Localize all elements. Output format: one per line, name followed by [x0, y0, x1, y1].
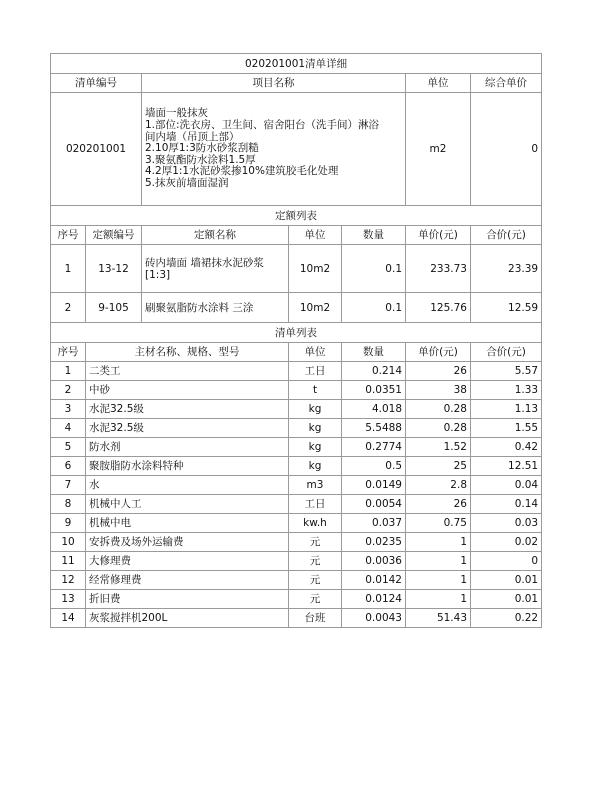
- list-total: 0.22: [471, 609, 542, 628]
- list-name: 经常修理费: [86, 571, 289, 590]
- list-qty: 0.2774: [342, 438, 406, 457]
- list-unit: m3: [289, 476, 342, 495]
- list-total: 0.04: [471, 476, 542, 495]
- quota-row: [51, 245, 542, 293]
- list-unit: t: [289, 381, 342, 400]
- list-row: [51, 438, 542, 457]
- desc-line: 墙面一般抹灰: [145, 107, 208, 120]
- list-header-total: 合价(元): [471, 343, 542, 362]
- quota-code: 9-105: [86, 293, 142, 323]
- list-total: 0.03: [471, 514, 542, 533]
- list-price: 0.75: [406, 514, 471, 533]
- list-qty: 0.0036: [342, 552, 406, 571]
- quota-unit: 10m2: [289, 293, 342, 323]
- list-no: 7: [51, 476, 86, 495]
- list-total: 1.33: [471, 381, 542, 400]
- list-unit: 工日: [289, 495, 342, 514]
- detail-table: [50, 53, 542, 628]
- list-name: 水: [86, 476, 289, 495]
- quota-total: 23.39: [471, 245, 542, 293]
- list-header-price: 单价(元): [406, 343, 471, 362]
- list-row: [51, 533, 542, 552]
- list-no: 1: [51, 362, 86, 381]
- list-name: 机械中人工: [86, 495, 289, 514]
- list-qty: 0.0351: [342, 381, 406, 400]
- list-no: 12: [51, 571, 86, 590]
- quota-header-unit: 单位: [289, 226, 342, 245]
- list-unit: 元: [289, 533, 342, 552]
- list-row: [51, 495, 542, 514]
- list-unit: 元: [289, 552, 342, 571]
- list-qty: 0.037: [342, 514, 406, 533]
- list-qty: 0.5: [342, 457, 406, 476]
- list-total: 0.02: [471, 533, 542, 552]
- list-header-qty: 数量: [342, 343, 406, 362]
- quota-total: 12.59: [471, 293, 542, 323]
- quota-header-total: 合价(元): [471, 226, 542, 245]
- list-price: 51.43: [406, 609, 471, 628]
- list-row: [51, 552, 542, 571]
- header-name: 项目名称: [142, 74, 406, 93]
- list-row: [51, 457, 542, 476]
- list-price: 0.28: [406, 419, 471, 438]
- desc-line: 5.抹灰前墙面湿润: [145, 176, 229, 189]
- list-unit: kw.h: [289, 514, 342, 533]
- list-price: 25: [406, 457, 471, 476]
- quota-header-qty: 数量: [342, 226, 406, 245]
- list-name: 水泥32.5级: [86, 419, 289, 438]
- list-unit: kg: [289, 457, 342, 476]
- list-name: 二类工: [86, 362, 289, 381]
- desc-line: 1.部位:洗衣房、卫生间、宿舍阳台（洗手间）淋浴: [145, 119, 380, 132]
- quota-code: 13-12: [86, 245, 142, 293]
- quota-name: 砖内墙面 墙裙抹水泥砂浆[1:3]: [142, 245, 289, 293]
- list-section-title: 清单列表: [51, 323, 542, 343]
- quota-no: 1: [51, 245, 86, 293]
- list-price: 1: [406, 590, 471, 609]
- desc-line: 4.2厚1:1水泥砂浆掺10%建筑胶毛化处理: [145, 165, 339, 178]
- main-row: [51, 93, 542, 206]
- header-price: 综合单价: [471, 74, 542, 93]
- quota-qty: 0.1: [342, 245, 406, 293]
- quota-price: 233.73: [406, 245, 471, 293]
- list-row: [51, 476, 542, 495]
- list-unit: 工日: [289, 362, 342, 381]
- item-description: [142, 93, 406, 206]
- list-unit: 元: [289, 571, 342, 590]
- list-row: [51, 609, 542, 628]
- list-row: [51, 419, 542, 438]
- header-unit: 单位: [406, 74, 471, 93]
- list-total: 0: [471, 552, 542, 571]
- quota-no: 2: [51, 293, 86, 323]
- list-row: [51, 381, 542, 400]
- list-no: 11: [51, 552, 86, 571]
- list-name: 大修理费: [86, 552, 289, 571]
- list-total: 0.14: [471, 495, 542, 514]
- list-row: [51, 362, 542, 381]
- desc-line: 间内墙（吊顶上部）: [145, 130, 240, 143]
- list-no: 14: [51, 609, 86, 628]
- list-no: 2: [51, 381, 86, 400]
- list-no: 6: [51, 457, 86, 476]
- list-unit: 元: [289, 590, 342, 609]
- list-total: 0.01: [471, 590, 542, 609]
- list-price: 0.28: [406, 400, 471, 419]
- list-name: 防水剂: [86, 438, 289, 457]
- list-no: 9: [51, 514, 86, 533]
- list-name: 水泥32.5级: [86, 400, 289, 419]
- list-row: [51, 514, 542, 533]
- list-no: 3: [51, 400, 86, 419]
- list-row: [51, 590, 542, 609]
- list-header-unit: 单位: [289, 343, 342, 362]
- list-no: 13: [51, 590, 86, 609]
- list-total: 0.42: [471, 438, 542, 457]
- list-qty: 4.018: [342, 400, 406, 419]
- list-no: 8: [51, 495, 86, 514]
- list-total: 0.01: [471, 571, 542, 590]
- detail-sheet: [50, 53, 541, 628]
- list-price: 26: [406, 495, 471, 514]
- list-unit: kg: [289, 438, 342, 457]
- list-total: 1.55: [471, 419, 542, 438]
- list-no: 10: [51, 533, 86, 552]
- list-qty: 0.0054: [342, 495, 406, 514]
- sheet-title: 020201001清单详细: [51, 54, 542, 74]
- quota-header-code: 定额编号: [86, 226, 142, 245]
- list-qty: 0.0235: [342, 533, 406, 552]
- list-qty: 0.0124: [342, 590, 406, 609]
- list-price: 1: [406, 533, 471, 552]
- desc-line: 2.10厚1:3防水砂浆刮糙: [145, 142, 259, 155]
- list-price: 2.8: [406, 476, 471, 495]
- quota-qty: 0.1: [342, 293, 406, 323]
- list-price: 1: [406, 552, 471, 571]
- list-name: 折旧费: [86, 590, 289, 609]
- list-header-name: 主材名称、规格、型号: [86, 343, 289, 362]
- list-unit: kg: [289, 400, 342, 419]
- list-unit: kg: [289, 419, 342, 438]
- list-qty: 0.0043: [342, 609, 406, 628]
- quota-row: [51, 293, 542, 323]
- quota-name: 刷聚氨脂防水涂料 三涂: [142, 293, 289, 323]
- list-price: 38: [406, 381, 471, 400]
- list-name: 机械中电: [86, 514, 289, 533]
- list-price: 1: [406, 571, 471, 590]
- item-code: 020201001: [51, 93, 142, 206]
- list-no: 5: [51, 438, 86, 457]
- desc-line: 3.聚氨酯防水涂料1.5厚: [145, 153, 256, 166]
- list-name: 中砂: [86, 381, 289, 400]
- list-name: 聚胺脂防水涂料特种: [86, 457, 289, 476]
- list-total: 1.13: [471, 400, 542, 419]
- quota-header-price: 单价(元): [406, 226, 471, 245]
- quota-section-title: 定额列表: [51, 206, 542, 226]
- list-price: 1.52: [406, 438, 471, 457]
- list-row: [51, 571, 542, 590]
- main-header-row: [51, 74, 542, 93]
- quota-unit: 10m2: [289, 245, 342, 293]
- quota-header-no: 序号: [51, 226, 86, 245]
- list-qty: 0.0149: [342, 476, 406, 495]
- quota-header-row: [51, 226, 542, 245]
- header-code: 清单编号: [51, 74, 142, 93]
- item-price: 0: [471, 93, 542, 206]
- list-qty: 0.0142: [342, 571, 406, 590]
- item-unit: m2: [406, 93, 471, 206]
- quota-header-name: 定额名称: [142, 226, 289, 245]
- list-qty: 5.5488: [342, 419, 406, 438]
- list-price: 26: [406, 362, 471, 381]
- quota-price: 125.76: [406, 293, 471, 323]
- list-header-no: 序号: [51, 343, 86, 362]
- list-name: 灰浆搅拌机200L: [86, 609, 289, 628]
- list-no: 4: [51, 419, 86, 438]
- list-unit: 台班: [289, 609, 342, 628]
- list-row: [51, 400, 542, 419]
- list-total: 12.51: [471, 457, 542, 476]
- list-total: 5.57: [471, 362, 542, 381]
- list-qty: 0.214: [342, 362, 406, 381]
- list-header-row: [51, 343, 542, 362]
- list-name: 安拆费及场外运输费: [86, 533, 289, 552]
